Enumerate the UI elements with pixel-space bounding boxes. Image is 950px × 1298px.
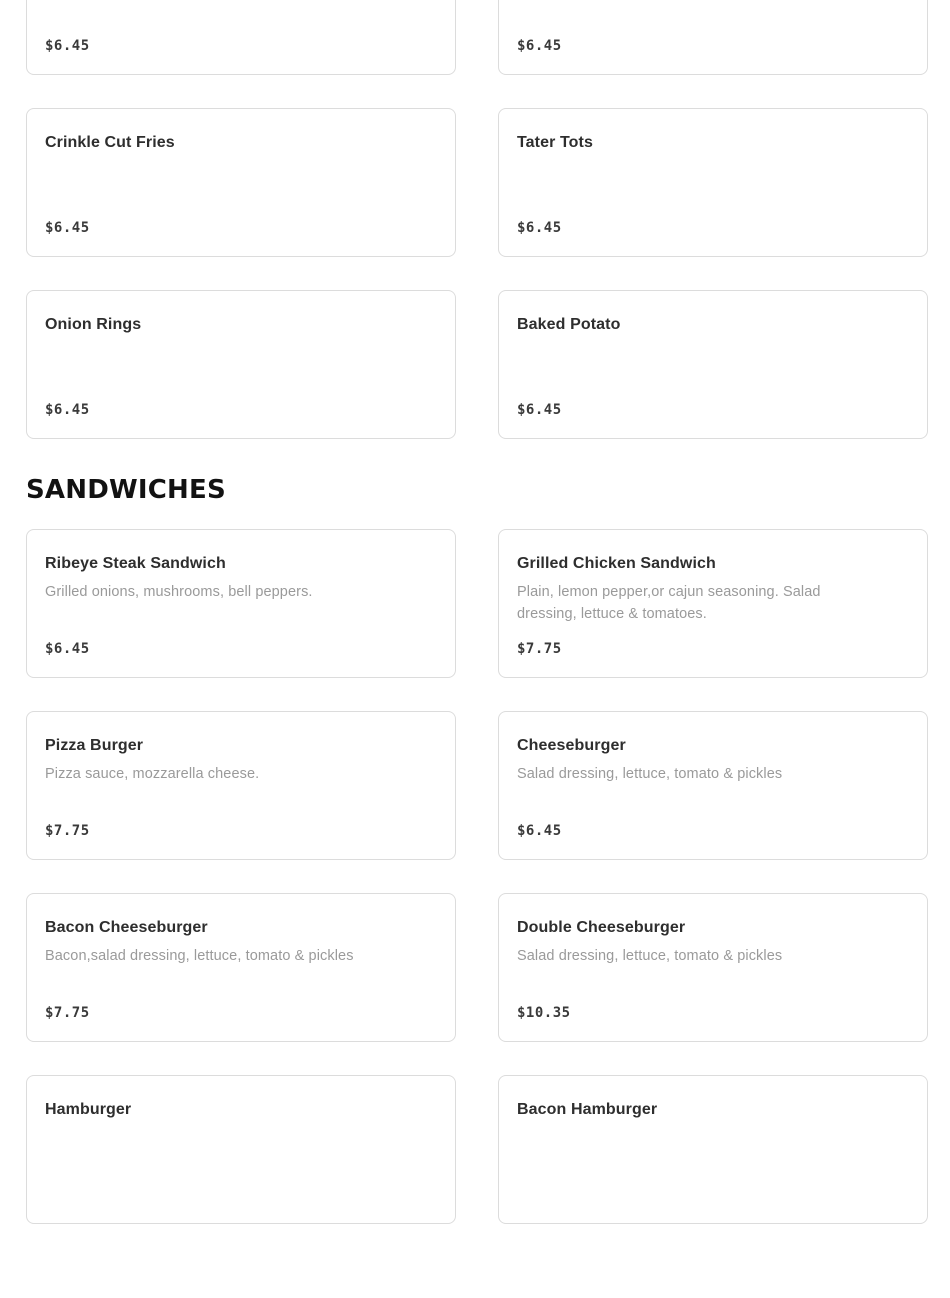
section-heading: SANDWICHES xyxy=(26,475,226,505)
menu-item-name: Hamburger xyxy=(45,1101,132,1118)
menu-item-description: Bacon,salad dressing, lettuce, tomato & pickles xyxy=(45,948,354,964)
menu-item-card[interactable] xyxy=(26,290,456,439)
menu-item-card[interactable] xyxy=(498,108,928,257)
menu-item-card[interactable] xyxy=(498,290,928,439)
menu-item-price: $7.75 xyxy=(45,1005,90,1021)
menu-item-description: Salad dressing, lettuce, tomato & pickles xyxy=(517,766,783,782)
menu-item-card[interactable] xyxy=(26,893,456,1042)
menu-item-name: Grilled Chicken Sandwich xyxy=(517,555,716,572)
menu-item-price: $7.75 xyxy=(45,823,90,839)
menu-item-card[interactable] xyxy=(26,529,456,678)
menu-item-name: Baked Potato xyxy=(517,316,621,333)
menu-item-card[interactable] xyxy=(498,529,928,678)
menu-item-card[interactable] xyxy=(26,711,456,860)
menu-item-price: $10.35 xyxy=(517,1005,571,1021)
menu-item-price: $6.45 xyxy=(45,38,90,54)
menu-item-card[interactable] xyxy=(26,1075,456,1224)
menu-item-name: Bacon Cheeseburger xyxy=(45,919,208,936)
menu-item-price: $6.45 xyxy=(45,402,90,418)
menu-item-name: Double Cheeseburger xyxy=(517,919,686,936)
menu-item-price: $6.45 xyxy=(45,220,90,236)
menu-item-description: Plain, lemon pepper,or cajun seasoning. Salad dressing, lettuce & tomatoes. xyxy=(517,584,821,622)
menu-item-price: $6.45 xyxy=(45,641,90,657)
menu-item-card[interactable] xyxy=(498,1075,928,1224)
menu-item-name: Ribeye Steak Sandwich xyxy=(45,555,226,572)
menu-item-name: Crinkle Cut Fries xyxy=(45,134,175,151)
menu-item-price: $7.75 xyxy=(517,641,562,657)
menu-item-price: $6.45 xyxy=(517,38,562,54)
menu-item-price: $6.45 xyxy=(517,823,562,839)
menu-grid xyxy=(26,529,928,1224)
menu-item-card[interactable] xyxy=(26,0,456,75)
menu-item-description: Salad dressing, lettuce, tomato & pickles xyxy=(517,948,783,964)
menu-grid xyxy=(26,0,928,439)
menu-item-name: Bacon Hamburger xyxy=(517,1101,658,1118)
menu-item-price: $6.45 xyxy=(517,220,562,236)
menu-item-card[interactable] xyxy=(498,711,928,860)
menu-item-name: Pizza Burger xyxy=(45,737,144,754)
menu-item-card[interactable] xyxy=(26,108,456,257)
menu-item-card[interactable] xyxy=(498,0,928,75)
menu-item-name: Onion Rings xyxy=(45,316,142,333)
menu-item-description: Pizza sauce, mozzarella cheese. xyxy=(45,766,260,782)
menu-item-price: $6.45 xyxy=(517,402,562,418)
menu-item-card[interactable] xyxy=(498,893,928,1042)
menu-item-name: Cheeseburger xyxy=(517,737,626,754)
menu-item-description: Grilled onions, mushrooms, bell peppers. xyxy=(45,584,313,600)
menu-item-name: Tater Tots xyxy=(517,134,593,151)
